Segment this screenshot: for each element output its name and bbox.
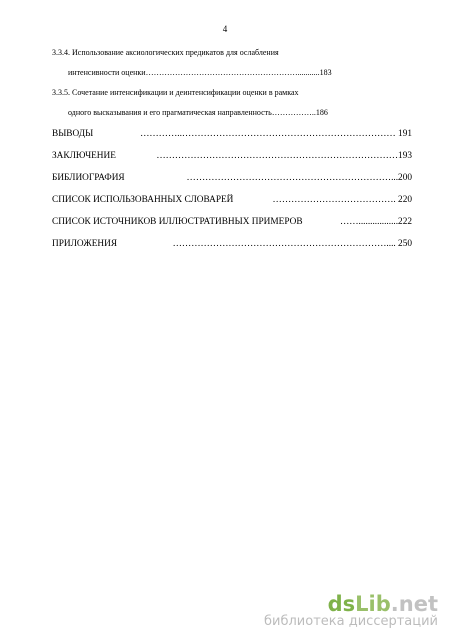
toc-entry-leader: …………………………………. 220 (272, 195, 412, 205)
page-number: 4 (222, 24, 228, 34)
toc-entry-zaklyuchenie[interactable] (52, 150, 412, 163)
toc-entry-text: 3.3.5. Сочетание интенсификации и деинтенсификации оценки в рамках (52, 88, 299, 97)
toc-entry-title: СПИСОК ИСПОЛЬЗОВАННЫХ СЛОВАРЕЙ (52, 195, 234, 205)
toc-entry-3-3-5-line2[interactable] (52, 106, 412, 119)
toc-entry-leader: ……………………………………………………………………193 (156, 151, 412, 161)
toc-entry-leader: …………………………………………………………….... 250 (172, 239, 412, 249)
toc-entry-text: интенсивности оценки…………………………………………………...........183 (68, 68, 332, 77)
toc-entry-slovari[interactable] (52, 194, 412, 207)
toc-entry-3-3-5-line1[interactable] (52, 86, 412, 99)
toc-entry-vyvody[interactable] (52, 128, 412, 141)
toc-entry-title: СПИСОК ИСТОЧНИКОВ ИЛЛЮСТРАТИВНЫХ ПРИМЕРОВ (52, 217, 303, 227)
toc-entry-text: одного высказывания и его прагматическая направленность……………..186 (68, 108, 328, 117)
toc-entry-leader: …………………………………………………………...200 (186, 173, 412, 183)
toc-entry-title: БИБЛИОГРАФИЯ (52, 173, 125, 183)
toc-entry-prilozheniya[interactable] (52, 238, 412, 251)
dslib-logo: dsLib.net (327, 592, 438, 616)
toc-entry-3-3-4-line2[interactable] (52, 66, 412, 79)
table-of-contents (52, 46, 412, 251)
toc-entry-title: ВЫВОДЫ (52, 129, 94, 139)
toc-entry-primery[interactable] (52, 216, 412, 229)
toc-entry-title: ПРИЛОЖЕНИЯ (52, 239, 118, 249)
dslib-subtitle: библиотека диссертаций (264, 614, 438, 629)
toc-entry-title: ЗАКЛЮЧЕНИЕ (52, 151, 116, 161)
toc-entry-bibliografiya[interactable] (52, 172, 412, 185)
toc-entry-leader: …….................222 (339, 217, 412, 227)
toc-entry-text: 3.3.4. Использование аксиологических предикатов для ослабления (52, 48, 279, 57)
toc-entry-leader: …………..…………………………………………………………… 191 (140, 129, 412, 139)
toc-entry-3-3-4-line1[interactable] (52, 46, 412, 59)
dslib-watermark (264, 593, 438, 629)
